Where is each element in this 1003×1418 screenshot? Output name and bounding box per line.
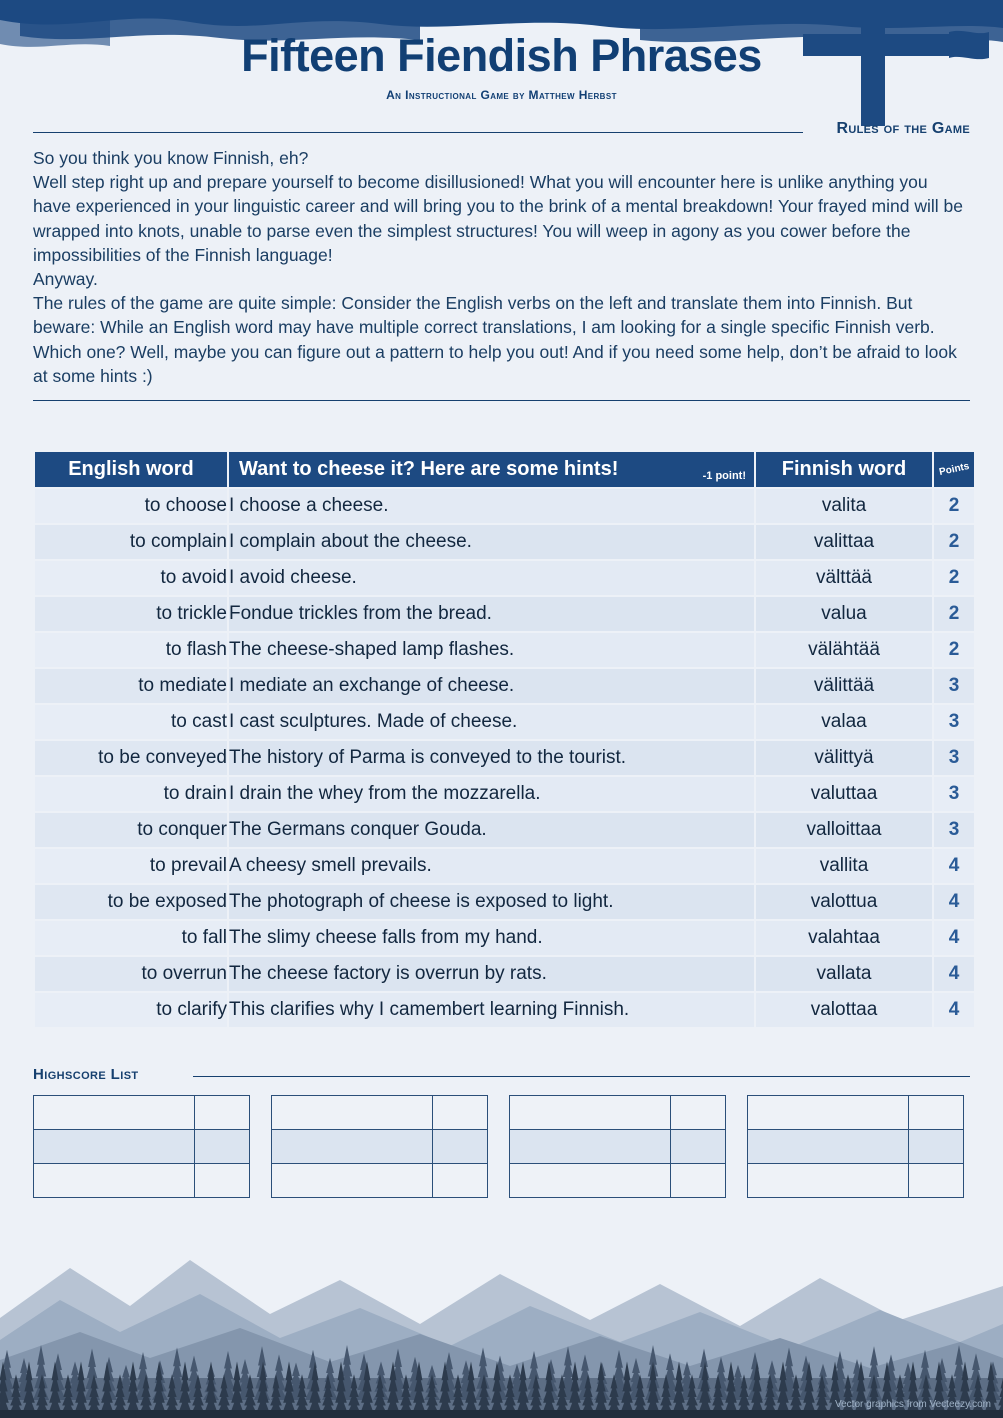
highscore-name-cell[interactable] [748, 1096, 909, 1130]
rules-text [33, 146, 970, 388]
table-row [35, 885, 974, 919]
cell-hint: The cheese factory is overrun by rats. [229, 957, 754, 991]
cell-english: to cast [35, 705, 227, 739]
highscore-row [510, 1130, 726, 1164]
highscore-row [272, 1130, 488, 1164]
cell-finnish: vallita [756, 849, 932, 883]
cell-points: 4 [934, 957, 974, 991]
table-row [35, 813, 974, 847]
rules-line-2: Well step right up and prepare yourself to become disillusioned! What you will encounter here is unlike anything you have experienced in your linguistic career and will bring you to the brink of a mental breakdown! Your frayed mind will be wrapped into knots, unable to parse even the simplest structures! You will weep in agony as you cower before the impossibilities of the Finnish language! [33, 172, 963, 265]
highscore-label: Highscore List [33, 1066, 139, 1083]
cell-hint: I avoid cheese. [229, 561, 754, 595]
highscore-name-cell[interactable] [34, 1096, 195, 1130]
table-row [35, 741, 974, 775]
table-row [35, 777, 974, 811]
column-header-hints-label: Want to cheese it? Here are some hints! [239, 458, 619, 480]
table-row [35, 633, 974, 667]
highscore-block [271, 1095, 488, 1198]
cell-english: to fall [35, 921, 227, 955]
cell-hint: The cheese-shaped lamp flashes. [229, 633, 754, 667]
cell-hint: I drain the whey from the mozzarella. [229, 777, 754, 811]
cell-points: 4 [934, 885, 974, 919]
cell-english: to be exposed [35, 885, 227, 919]
cell-points: 2 [934, 561, 974, 595]
column-header-english: English word [35, 452, 227, 487]
cell-finnish: valottua [756, 885, 932, 919]
highscore-score-cell[interactable] [909, 1130, 964, 1164]
table-row [35, 561, 974, 595]
highscore-score-cell[interactable] [195, 1164, 250, 1198]
cell-hint: This clarifies why I camembert learning Finnish. [229, 993, 754, 1027]
rules-bottom-divider [33, 400, 970, 401]
highscore-score-cell[interactable] [195, 1130, 250, 1164]
highscore-row [272, 1164, 488, 1198]
highscore-block [747, 1095, 964, 1198]
table-row [35, 993, 974, 1027]
cell-points: 3 [934, 777, 974, 811]
cell-points: 4 [934, 849, 974, 883]
cell-english: to choose [35, 489, 227, 523]
highscore-score-cell[interactable] [195, 1096, 250, 1130]
cell-points: 2 [934, 525, 974, 559]
highscore-name-cell[interactable] [510, 1130, 671, 1164]
highscore-name-cell[interactable] [510, 1096, 671, 1130]
cell-finnish: valaa [756, 705, 932, 739]
highscore-row [748, 1164, 964, 1198]
table-row [35, 597, 974, 631]
table-row [35, 669, 974, 703]
cell-english: to mediate [35, 669, 227, 703]
cell-finnish: välittää [756, 669, 932, 703]
cell-points: 2 [934, 489, 974, 523]
highscore-name-cell[interactable] [272, 1164, 433, 1198]
footer-landscape [0, 1228, 1003, 1418]
page-subtitle: An Instructional Game by Matthew Herbst [386, 88, 617, 102]
cell-hint: A cheesy smell prevails. [229, 849, 754, 883]
cell-finnish: valita [756, 489, 932, 523]
credit-text: Vector graphics from Vecteezy.com [835, 1399, 991, 1410]
highscore-score-cell[interactable] [433, 1164, 488, 1198]
cell-finnish: valittaa [756, 525, 932, 559]
highscore-row [510, 1096, 726, 1130]
rules-label: Rules of the Game [836, 120, 970, 137]
cell-points: 3 [934, 813, 974, 847]
rules-line-3: Anyway. [33, 269, 98, 290]
cell-points: 3 [934, 705, 974, 739]
cell-finnish: valottaa [756, 993, 932, 1027]
table-row [35, 705, 974, 739]
highscore-score-cell[interactable] [433, 1096, 488, 1130]
cell-english: to complain [35, 525, 227, 559]
phrases-table-wrapper [33, 450, 970, 1029]
cell-english: to drain [35, 777, 227, 811]
highscore-score-cell[interactable] [909, 1164, 964, 1198]
table-row [35, 489, 974, 523]
highscore-name-cell[interactable] [34, 1164, 195, 1198]
column-header-hints [229, 452, 754, 487]
rules-header [33, 120, 970, 142]
phrases-table [33, 450, 976, 1029]
cell-english: to prevail [35, 849, 227, 883]
highscore-row [510, 1164, 726, 1198]
column-header-points-label: Points [937, 460, 971, 479]
table-header-row [35, 452, 974, 487]
highscore-score-cell[interactable] [671, 1164, 726, 1198]
page-title: Fifteen Fiendish Phrases [241, 30, 762, 81]
cell-finnish: valuttaa [756, 777, 932, 811]
table-row [35, 525, 974, 559]
cell-english: to overrun [35, 957, 227, 991]
highscore-score-cell[interactable] [909, 1096, 964, 1130]
highscore-row [272, 1096, 488, 1130]
cell-hint: The history of Parma is conveyed to the tourist. [229, 741, 754, 775]
cell-finnish: vallata [756, 957, 932, 991]
highscore-name-cell[interactable] [272, 1130, 433, 1164]
highscore-row [748, 1130, 964, 1164]
highscore-header [33, 1066, 970, 1088]
highscore-block [509, 1095, 726, 1198]
highscore-divider-line [193, 1076, 970, 1077]
cell-hint: The slimy cheese falls from my hand. [229, 921, 754, 955]
cell-finnish: valahtaa [756, 921, 932, 955]
table-row [35, 849, 974, 883]
table-body [35, 489, 974, 1027]
highscore-score-cell[interactable] [671, 1130, 726, 1164]
cell-english: to be conveyed [35, 741, 227, 775]
highscore-row [34, 1130, 250, 1164]
highscore-score-cell[interactable] [671, 1096, 726, 1130]
cell-english: to trickle [35, 597, 227, 631]
hint-penalty-note: -1 point! [702, 470, 746, 482]
highscore-score-cell[interactable] [433, 1130, 488, 1164]
cell-english: to flash [35, 633, 227, 667]
rules-divider-line [33, 132, 803, 133]
cell-hint: Fondue trickles from the bread. [229, 597, 754, 631]
cell-hint: I cast sculptures. Made of cheese. [229, 705, 754, 739]
highscore-name-cell[interactable] [510, 1164, 671, 1198]
cell-points: 3 [934, 669, 974, 703]
cell-finnish: välittyä [756, 741, 932, 775]
cell-english: to avoid [35, 561, 227, 595]
cell-hint: I choose a cheese. [229, 489, 754, 523]
cell-hint: I complain about the cheese. [229, 525, 754, 559]
table-row [35, 957, 974, 991]
cell-english: to clarify [35, 993, 227, 1027]
highscore-grid [33, 1095, 970, 1198]
cell-hint: The photograph of cheese is exposed to light. [229, 885, 754, 919]
cell-finnish: välttää [756, 561, 932, 595]
highscore-name-cell[interactable] [272, 1096, 433, 1130]
cell-hint: I mediate an exchange of cheese. [229, 669, 754, 703]
highscore-row [34, 1096, 250, 1130]
highscore-row [748, 1096, 964, 1130]
highscore-name-cell[interactable] [748, 1164, 909, 1198]
highscore-name-cell[interactable] [34, 1130, 195, 1164]
table-row [35, 921, 974, 955]
column-header-finnish: Finnish word [756, 452, 932, 487]
highscore-name-cell[interactable] [748, 1130, 909, 1164]
cell-points: 2 [934, 633, 974, 667]
cell-finnish: valua [756, 597, 932, 631]
cell-finnish: valloittaa [756, 813, 932, 847]
rules-line-1: So you think you know Finnish, eh? [33, 148, 309, 168]
cell-points: 3 [934, 741, 974, 775]
cell-english: to conquer [35, 813, 227, 847]
cell-points: 4 [934, 921, 974, 955]
cell-points: 2 [934, 597, 974, 631]
highscore-row [34, 1164, 250, 1198]
rules-line-4: The rules of the game are quite simple: Consider the English verbs on the left and translate them into Finnish. But beware: While an English word may have multiple correct translations, I am looking for a single specific Finnish verb. Which one? Well, maybe you can figure out a pattern to help you out! And if you need some help, don’t be afraid to look at some hints :) [33, 293, 957, 386]
cell-hint: The Germans conquer Gouda. [229, 813, 754, 847]
highscore-block [33, 1095, 250, 1198]
cell-points: 4 [934, 993, 974, 1027]
column-header-points [934, 452, 974, 487]
cell-finnish: välähtää [756, 633, 932, 667]
